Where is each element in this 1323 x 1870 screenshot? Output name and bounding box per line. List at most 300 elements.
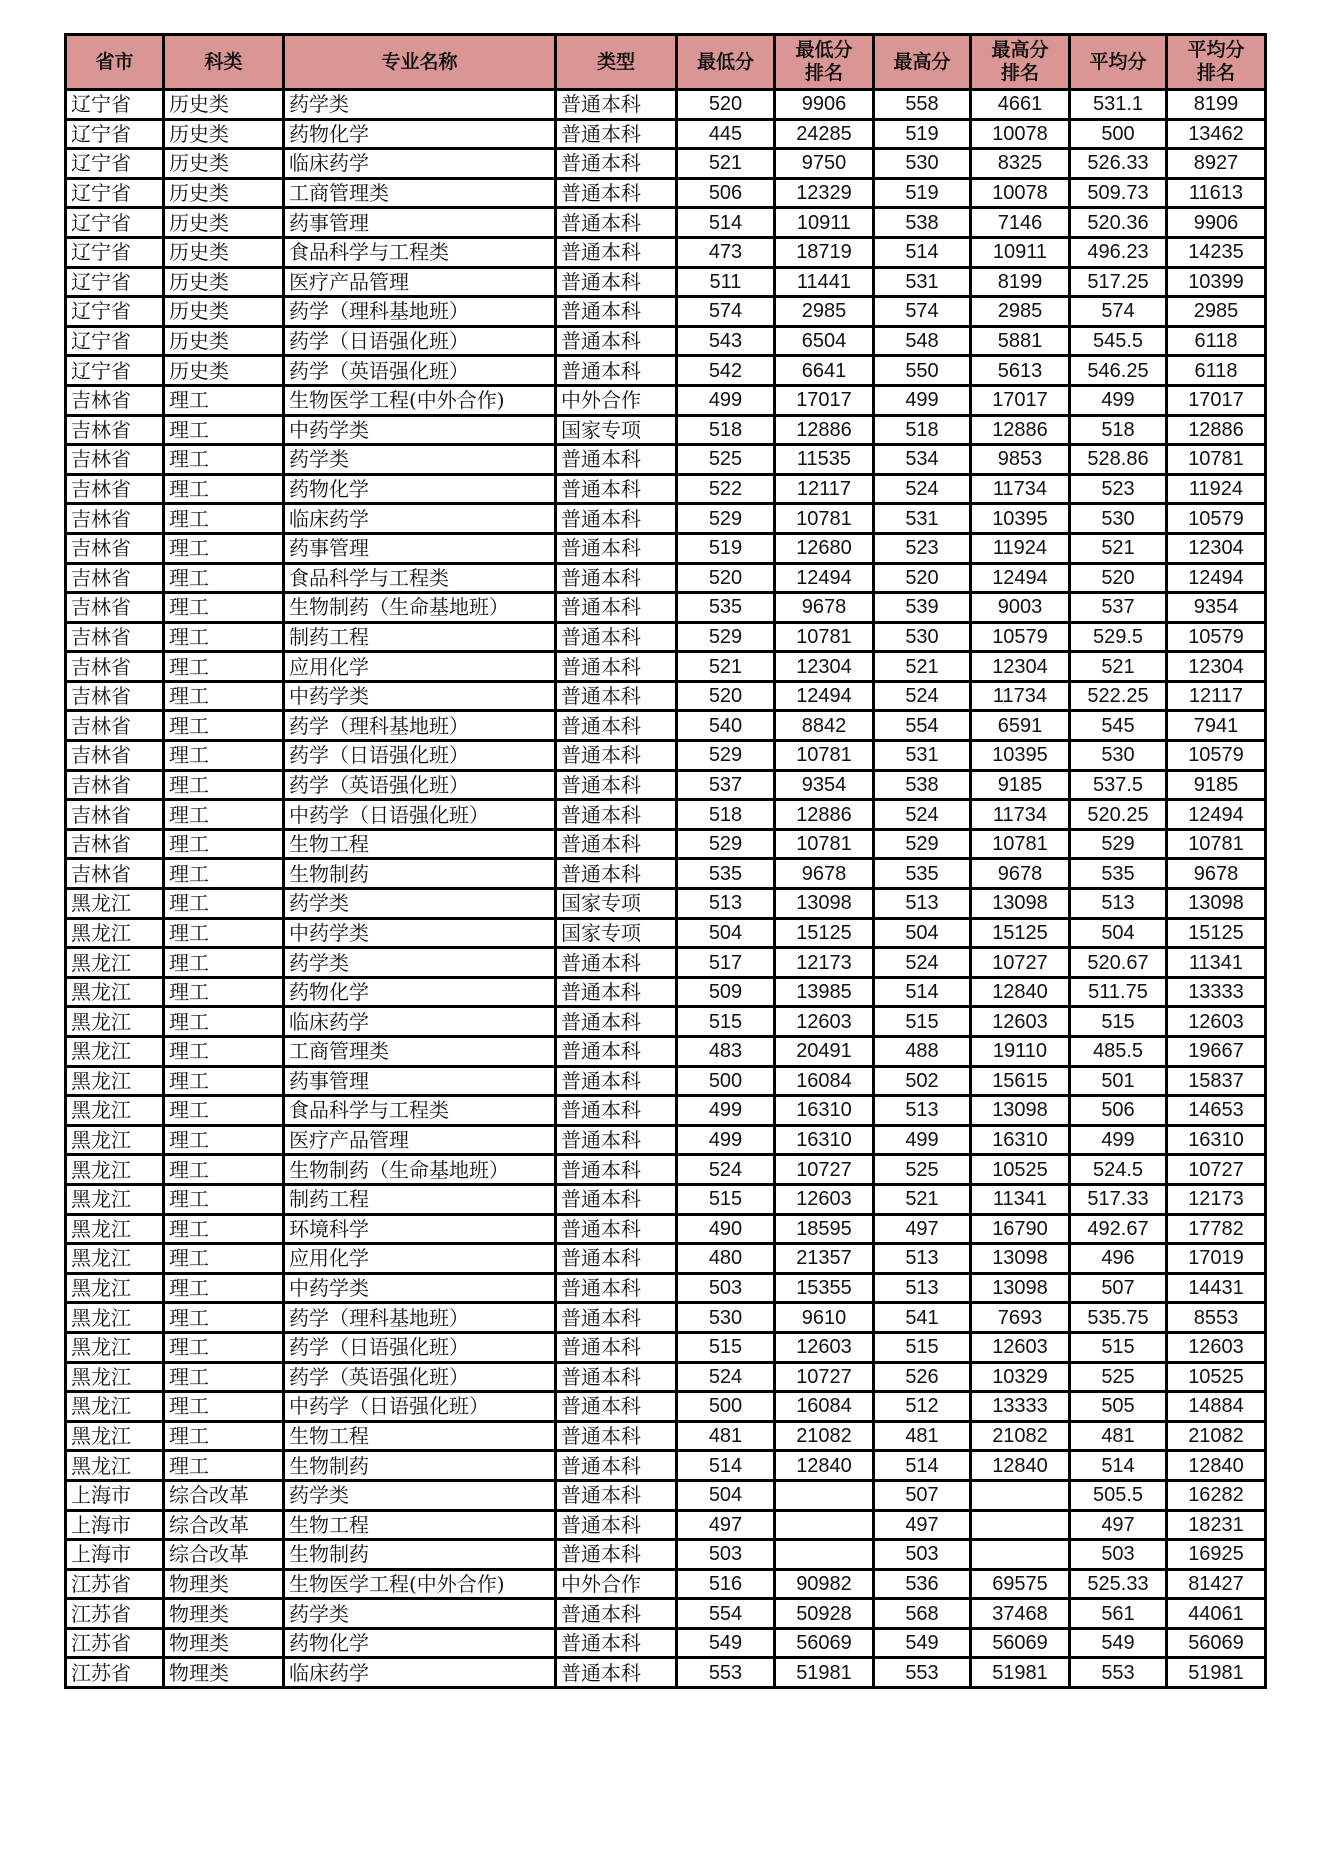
cell-avg-score: 481 [1070, 1421, 1167, 1451]
cell-max-score-rank: 69575 [971, 1569, 1070, 1599]
cell-subject-type: 理工 [164, 415, 284, 445]
cell-min-score: 490 [677, 1214, 775, 1244]
cell-province: 黑龙江 [66, 1184, 164, 1214]
cell-min-score: 516 [677, 1569, 775, 1599]
cell-province: 辽宁省 [66, 149, 164, 179]
header-min-score-rank: 最低分 排名 [775, 35, 874, 90]
cell-program-type: 普通本科 [556, 1510, 677, 1540]
cell-max-score-rank: 17017 [971, 385, 1070, 415]
cell-subject-type: 理工 [164, 622, 284, 652]
cell-avg-score-rank: 9185 [1167, 770, 1266, 800]
cell-max-score: 519 [874, 178, 971, 208]
cell-major-name: 生物制药（生命基地班） [284, 593, 556, 623]
cell-program-type: 普通本科 [556, 1273, 677, 1303]
cell-province: 吉林省 [66, 385, 164, 415]
cell-max-score: 518 [874, 415, 971, 445]
cell-max-score: 521 [874, 652, 971, 682]
cell-max-score: 502 [874, 1066, 971, 1096]
cell-min-score: 499 [677, 1096, 775, 1126]
cell-avg-score: 535.75 [1070, 1303, 1167, 1333]
cell-max-score-rank: 10078 [971, 119, 1070, 149]
cell-max-score: 499 [874, 1125, 971, 1155]
cell-avg-score-rank: 11924 [1167, 474, 1266, 504]
cell-avg-score: 545.5 [1070, 326, 1167, 356]
cell-major-name: 环境科学 [284, 1214, 556, 1244]
cell-avg-score: 529 [1070, 829, 1167, 859]
table-row [66, 1303, 1266, 1333]
cell-province: 吉林省 [66, 533, 164, 563]
cell-province: 黑龙江 [66, 1362, 164, 1392]
cell-province: 吉林省 [66, 445, 164, 475]
table-row [66, 1273, 1266, 1303]
cell-max-score-rank: 5613 [971, 356, 1070, 386]
cell-avg-score-rank: 10579 [1167, 741, 1266, 771]
cell-max-score-rank: 2985 [971, 297, 1070, 327]
cell-max-score: 539 [874, 593, 971, 623]
cell-max-score-rank: 13333 [971, 1392, 1070, 1422]
cell-min-score-rank: 9610 [775, 1303, 874, 1333]
cell-major-name: 生物工程 [284, 1510, 556, 1540]
table-row [66, 681, 1266, 711]
cell-subject-type: 理工 [164, 1421, 284, 1451]
cell-max-score: 513 [874, 1244, 971, 1274]
table-row [66, 918, 1266, 948]
cell-min-score: 513 [677, 889, 775, 919]
cell-min-score-rank: 12886 [775, 415, 874, 445]
cell-avg-score-rank: 12603 [1167, 1332, 1266, 1362]
cell-max-score-rank: 11734 [971, 681, 1070, 711]
cell-subject-type: 理工 [164, 1125, 284, 1155]
cell-major-name: 工商管理类 [284, 1037, 556, 1067]
cell-subject-type: 理工 [164, 1066, 284, 1096]
cell-min-score: 535 [677, 593, 775, 623]
cell-min-score: 520 [677, 90, 775, 120]
cell-min-score-rank: 10781 [775, 622, 874, 652]
cell-avg-score-rank: 18231 [1167, 1510, 1266, 1540]
cell-min-score-rank: 16310 [775, 1096, 874, 1126]
header-major-name: 专业名称 [284, 35, 556, 90]
cell-subject-type: 理工 [164, 1392, 284, 1422]
cell-min-score-rank: 13098 [775, 889, 874, 919]
header-program-type: 类型 [556, 35, 677, 90]
cell-avg-score-rank: 17017 [1167, 385, 1266, 415]
cell-min-score: 518 [677, 800, 775, 830]
cell-avg-score-rank: 81427 [1167, 1569, 1266, 1599]
cell-avg-score: 521 [1070, 533, 1167, 563]
cell-subject-type: 理工 [164, 385, 284, 415]
cell-subject-type: 理工 [164, 1214, 284, 1244]
table-row [66, 1451, 1266, 1481]
cell-max-score-rank: 10078 [971, 178, 1070, 208]
cell-min-score-rank: 15355 [775, 1273, 874, 1303]
cell-avg-score-rank: 7941 [1167, 711, 1266, 741]
cell-max-score-rank: 12603 [971, 1007, 1070, 1037]
cell-min-score-rank: 18719 [775, 237, 874, 267]
cell-avg-score-rank: 19667 [1167, 1037, 1266, 1067]
cell-province: 吉林省 [66, 504, 164, 534]
cell-min-score: 537 [677, 770, 775, 800]
header-max-score-rank: 最高分 排名 [971, 35, 1070, 90]
cell-program-type: 普通本科 [556, 445, 677, 475]
cell-program-type: 普通本科 [556, 1480, 677, 1510]
cell-min-score: 518 [677, 415, 775, 445]
admission-scores-table [64, 33, 1267, 1689]
cell-min-score: 499 [677, 385, 775, 415]
cell-avg-score-rank: 8553 [1167, 1303, 1266, 1333]
header-row [66, 35, 1266, 90]
cell-min-score: 503 [677, 1540, 775, 1570]
cell-major-name: 生物制药 [284, 1540, 556, 1570]
cell-province: 吉林省 [66, 770, 164, 800]
cell-subject-type: 理工 [164, 652, 284, 682]
cell-avg-score-rank: 10781 [1167, 829, 1266, 859]
cell-max-score-rank: 11924 [971, 533, 1070, 563]
cell-min-score-rank [775, 1480, 874, 1510]
cell-min-score-rank: 9906 [775, 90, 874, 120]
table-row [66, 1332, 1266, 1362]
cell-major-name: 生物制药 [284, 1451, 556, 1481]
cell-min-score: 499 [677, 1125, 775, 1155]
cell-min-score-rank: 16084 [775, 1392, 874, 1422]
cell-program-type: 普通本科 [556, 178, 677, 208]
cell-min-score-rank: 24285 [775, 119, 874, 149]
cell-major-name: 药学（理科基地班） [284, 297, 556, 327]
table-row [66, 741, 1266, 771]
cell-avg-score: 535 [1070, 859, 1167, 889]
cell-subject-type: 历史类 [164, 119, 284, 149]
cell-min-score: 500 [677, 1066, 775, 1096]
cell-province: 辽宁省 [66, 178, 164, 208]
cell-min-score-rank: 12886 [775, 800, 874, 830]
cell-min-score: 529 [677, 622, 775, 652]
cell-subject-type: 物理类 [164, 1658, 284, 1688]
cell-program-type: 普通本科 [556, 149, 677, 179]
cell-avg-score-rank: 10579 [1167, 504, 1266, 534]
cell-province: 黑龙江 [66, 1125, 164, 1155]
cell-avg-score: 521 [1070, 652, 1167, 682]
cell-max-score-rank: 10579 [971, 622, 1070, 652]
cell-program-type: 普通本科 [556, 1214, 677, 1244]
cell-program-type: 普通本科 [556, 1599, 677, 1629]
cell-program-type: 普通本科 [556, 859, 677, 889]
cell-province: 辽宁省 [66, 90, 164, 120]
cell-max-score: 503 [874, 1540, 971, 1570]
cell-major-name: 生物医学工程(中外合作) [284, 1569, 556, 1599]
cell-subject-type: 理工 [164, 1096, 284, 1126]
cell-min-score: 515 [677, 1007, 775, 1037]
cell-subject-type: 物理类 [164, 1599, 284, 1629]
cell-avg-score: 520.25 [1070, 800, 1167, 830]
cell-province: 吉林省 [66, 652, 164, 682]
cell-major-name: 食品科学与工程类 [284, 237, 556, 267]
cell-subject-type: 历史类 [164, 178, 284, 208]
cell-province: 辽宁省 [66, 119, 164, 149]
cell-major-name: 药物化学 [284, 1628, 556, 1658]
cell-program-type: 中外合作 [556, 385, 677, 415]
cell-min-score: 514 [677, 208, 775, 238]
cell-major-name: 生物医学工程(中外合作) [284, 385, 556, 415]
cell-min-score-rank: 12603 [775, 1184, 874, 1214]
cell-avg-score-rank: 13098 [1167, 889, 1266, 919]
cell-max-score-rank: 12603 [971, 1332, 1070, 1362]
cell-program-type: 普通本科 [556, 356, 677, 386]
cell-province: 黑龙江 [66, 1392, 164, 1422]
cell-max-score: 497 [874, 1214, 971, 1244]
cell-major-name: 药事管理 [284, 533, 556, 563]
cell-subject-type: 历史类 [164, 326, 284, 356]
cell-program-type: 国家专项 [556, 918, 677, 948]
cell-province: 江苏省 [66, 1658, 164, 1688]
table-row [66, 1480, 1266, 1510]
cell-avg-score: 517.25 [1070, 267, 1167, 297]
cell-subject-type: 理工 [164, 1303, 284, 1333]
cell-max-score: 548 [874, 326, 971, 356]
cell-min-score-rank [775, 1540, 874, 1570]
cell-max-score-rank: 10727 [971, 948, 1070, 978]
cell-province: 吉林省 [66, 800, 164, 830]
cell-min-score-rank: 10727 [775, 1362, 874, 1392]
cell-subject-type: 理工 [164, 859, 284, 889]
cell-major-name: 食品科学与工程类 [284, 1096, 556, 1126]
cell-max-score: 524 [874, 681, 971, 711]
cell-min-score: 553 [677, 1658, 775, 1688]
cell-max-score-rank: 13098 [971, 1096, 1070, 1126]
cell-province: 辽宁省 [66, 297, 164, 327]
cell-subject-type: 理工 [164, 711, 284, 741]
cell-avg-score: 520.67 [1070, 948, 1167, 978]
cell-subject-type: 理工 [164, 741, 284, 771]
cell-subject-type: 综合改革 [164, 1480, 284, 1510]
cell-avg-score-rank: 13333 [1167, 977, 1266, 1007]
cell-program-type: 普通本科 [556, 1540, 677, 1570]
table-row [66, 326, 1266, 356]
header-avg-score-rank: 平均分 排名 [1167, 35, 1266, 90]
table-row [66, 297, 1266, 327]
cell-subject-type: 理工 [164, 977, 284, 1007]
cell-avg-score-rank: 12603 [1167, 1007, 1266, 1037]
cell-avg-score: 518 [1070, 415, 1167, 445]
cell-avg-score-rank: 10525 [1167, 1362, 1266, 1392]
cell-subject-type: 理工 [164, 918, 284, 948]
table-row [66, 652, 1266, 682]
cell-subject-type: 理工 [164, 1362, 284, 1392]
cell-avg-score-rank: 51981 [1167, 1658, 1266, 1688]
cell-major-name: 药物化学 [284, 119, 556, 149]
cell-avg-score: 509.73 [1070, 178, 1167, 208]
cell-program-type: 普通本科 [556, 1658, 677, 1688]
cell-program-type: 普通本科 [556, 237, 677, 267]
table-row [66, 237, 1266, 267]
cell-avg-score: 526.33 [1070, 149, 1167, 179]
cell-min-score: 515 [677, 1332, 775, 1362]
cell-province: 黑龙江 [66, 1066, 164, 1096]
cell-subject-type: 理工 [164, 948, 284, 978]
cell-province: 上海市 [66, 1480, 164, 1510]
cell-min-score: 445 [677, 119, 775, 149]
table-row [66, 1392, 1266, 1422]
cell-max-score: 481 [874, 1421, 971, 1451]
cell-max-score-rank: 10329 [971, 1362, 1070, 1392]
cell-max-score: 504 [874, 918, 971, 948]
table-row [66, 859, 1266, 889]
cell-subject-type: 理工 [164, 1007, 284, 1037]
cell-program-type: 普通本科 [556, 800, 677, 830]
cell-major-name: 应用化学 [284, 1244, 556, 1274]
cell-avg-score: 525.33 [1070, 1569, 1167, 1599]
cell-min-score-rank: 13985 [775, 977, 874, 1007]
table-row [66, 208, 1266, 238]
cell-program-type: 普通本科 [556, 90, 677, 120]
cell-subject-type: 理工 [164, 1184, 284, 1214]
cell-min-score: 535 [677, 859, 775, 889]
cell-max-score: 554 [874, 711, 971, 741]
cell-min-score-rank: 20491 [775, 1037, 874, 1067]
cell-major-name: 药学类 [284, 90, 556, 120]
table-row [66, 474, 1266, 504]
cell-major-name: 药学（日语强化班） [284, 1332, 556, 1362]
cell-min-score-rank: 10781 [775, 829, 874, 859]
table-row [66, 1569, 1266, 1599]
cell-avg-score-rank: 10399 [1167, 267, 1266, 297]
cell-max-score-rank: 13098 [971, 889, 1070, 919]
table-row [66, 711, 1266, 741]
cell-min-score-rank: 9678 [775, 859, 874, 889]
cell-avg-score-rank: 10727 [1167, 1155, 1266, 1185]
cell-subject-type: 理工 [164, 1155, 284, 1185]
cell-province: 黑龙江 [66, 1273, 164, 1303]
cell-min-score: 504 [677, 1480, 775, 1510]
cell-major-name: 临床药学 [284, 504, 556, 534]
cell-max-score-rank: 19110 [971, 1037, 1070, 1067]
cell-avg-score: 574 [1070, 297, 1167, 327]
cell-max-score: 553 [874, 1658, 971, 1688]
cell-program-type: 普通本科 [556, 1066, 677, 1096]
cell-max-score: 526 [874, 1362, 971, 1392]
cell-program-type: 普通本科 [556, 1451, 677, 1481]
cell-program-type: 普通本科 [556, 1037, 677, 1067]
cell-major-name: 生物工程 [284, 829, 556, 859]
table-row [66, 178, 1266, 208]
cell-major-name: 中药学（日语强化班） [284, 800, 556, 830]
cell-max-score: 524 [874, 948, 971, 978]
cell-max-score-rank: 10911 [971, 237, 1070, 267]
cell-min-score-rank: 8842 [775, 711, 874, 741]
cell-max-score-rank [971, 1510, 1070, 1540]
cell-max-score: 497 [874, 1510, 971, 1540]
cell-min-score-rank: 12494 [775, 681, 874, 711]
cell-avg-score-rank: 11613 [1167, 178, 1266, 208]
cell-subject-type: 理工 [164, 889, 284, 919]
cell-max-score-rank: 8325 [971, 149, 1070, 179]
cell-avg-score-rank: 21082 [1167, 1421, 1266, 1451]
table-row [66, 1155, 1266, 1185]
cell-avg-score-rank: 6118 [1167, 356, 1266, 386]
cell-avg-score-rank: 11341 [1167, 948, 1266, 978]
cell-subject-type: 理工 [164, 829, 284, 859]
cell-min-score: 542 [677, 356, 775, 386]
cell-program-type: 普通本科 [556, 504, 677, 534]
cell-major-name: 制药工程 [284, 1184, 556, 1214]
cell-avg-score: 514 [1070, 1451, 1167, 1481]
cell-province: 黑龙江 [66, 1451, 164, 1481]
cell-min-score: 574 [677, 297, 775, 327]
cell-min-score-rank: 12840 [775, 1451, 874, 1481]
cell-program-type: 普通本科 [556, 829, 677, 859]
table-row [66, 415, 1266, 445]
cell-avg-score: 485.5 [1070, 1037, 1167, 1067]
cell-max-score: 523 [874, 533, 971, 563]
cell-max-score: 512 [874, 1392, 971, 1422]
cell-subject-type: 理工 [164, 474, 284, 504]
cell-major-name: 制药工程 [284, 622, 556, 652]
cell-major-name: 药学类 [284, 445, 556, 475]
cell-program-type: 普通本科 [556, 1184, 677, 1214]
cell-province: 上海市 [66, 1510, 164, 1540]
cell-avg-score: 553 [1070, 1658, 1167, 1688]
cell-min-score-rank: 10911 [775, 208, 874, 238]
cell-avg-score: 520.36 [1070, 208, 1167, 238]
table-row [66, 977, 1266, 1007]
table-row [66, 90, 1266, 120]
cell-min-score: 524 [677, 1155, 775, 1185]
cell-min-score: 503 [677, 1273, 775, 1303]
cell-program-type: 普通本科 [556, 1155, 677, 1185]
cell-min-score: 540 [677, 711, 775, 741]
cell-max-score-rank: 12304 [971, 652, 1070, 682]
cell-province: 江苏省 [66, 1599, 164, 1629]
cell-min-score-rank: 16310 [775, 1125, 874, 1155]
cell-major-name: 应用化学 [284, 652, 556, 682]
cell-program-type: 普通本科 [556, 1007, 677, 1037]
cell-major-name: 药学类 [284, 1480, 556, 1510]
cell-max-score-rank: 16790 [971, 1214, 1070, 1244]
cell-max-score-rank: 56069 [971, 1628, 1070, 1658]
cell-major-name: 中药学类 [284, 918, 556, 948]
cell-avg-score-rank: 15125 [1167, 918, 1266, 948]
cell-province: 辽宁省 [66, 326, 164, 356]
cell-max-score-rank: 10525 [971, 1155, 1070, 1185]
table-row [66, 533, 1266, 563]
cell-max-score-rank: 5881 [971, 326, 1070, 356]
cell-max-score: 538 [874, 208, 971, 238]
table-row [66, 1214, 1266, 1244]
cell-subject-type: 理工 [164, 1244, 284, 1274]
cell-max-score-rank: 10395 [971, 741, 1070, 771]
cell-max-score-rank: 13098 [971, 1244, 1070, 1274]
cell-program-type: 普通本科 [556, 652, 677, 682]
cell-min-score: 520 [677, 681, 775, 711]
cell-avg-score: 546.25 [1070, 356, 1167, 386]
table-row [66, 1125, 1266, 1155]
cell-province: 黑龙江 [66, 1421, 164, 1451]
cell-max-score-rank: 9003 [971, 593, 1070, 623]
cell-major-name: 临床药学 [284, 149, 556, 179]
cell-avg-score: 517.33 [1070, 1184, 1167, 1214]
cell-subject-type: 物理类 [164, 1628, 284, 1658]
cell-subject-type: 理工 [164, 1451, 284, 1481]
cell-major-name: 中药学类 [284, 1273, 556, 1303]
cell-province: 江苏省 [66, 1569, 164, 1599]
table-row [66, 1540, 1266, 1570]
cell-avg-score-rank: 14431 [1167, 1273, 1266, 1303]
cell-max-score: 550 [874, 356, 971, 386]
cell-subject-type: 理工 [164, 563, 284, 593]
cell-province: 黑龙江 [66, 1244, 164, 1274]
cell-program-type: 普通本科 [556, 1244, 677, 1274]
cell-major-name: 药学类 [284, 889, 556, 919]
cell-subject-type: 理工 [164, 1273, 284, 1303]
cell-province: 吉林省 [66, 711, 164, 741]
